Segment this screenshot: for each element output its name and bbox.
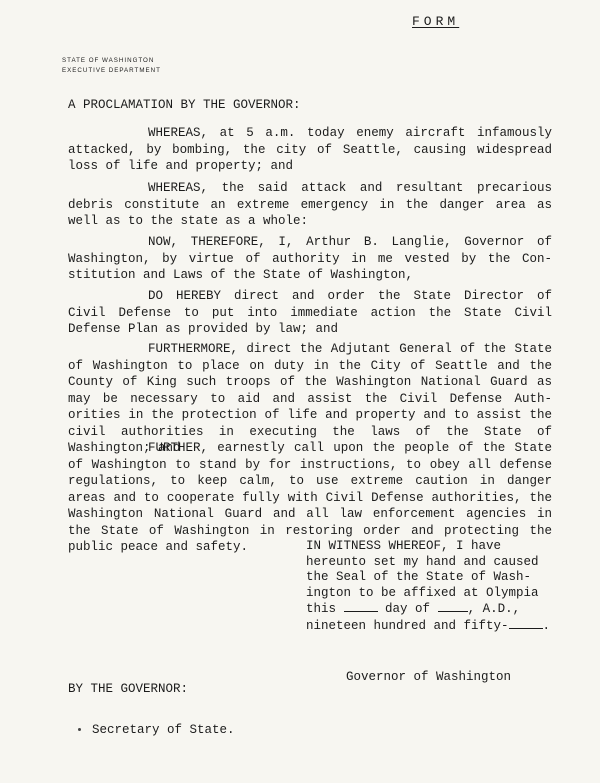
witness-line: hereunto set my hand and caused <box>306 554 539 569</box>
letterhead-department: EXECUTIVE DEPARTMENT <box>62 67 161 74</box>
secretary-of-state: Secretary of State. <box>92 723 235 737</box>
witness-year-line <box>306 618 566 635</box>
form-label: FORM <box>412 14 460 29</box>
paragraph-now-therefore: NOW, THEREFORE, I, Arthur B. Langlie, Governor of Washington, by virtue of authority in me vested by the Con-stitution and Laws of the State of Washington, <box>68 235 552 282</box>
witness-this: this <box>306 602 337 616</box>
witness-block <box>306 539 566 634</box>
witness-period: . <box>542 618 551 633</box>
paragraph-do-hereby: DO HEREBY direct and order the State Director of Civil Defense to put into immediate action the State Civil Defense Plan as provided by law; and <box>68 289 552 336</box>
witness-date-line <box>306 601 566 618</box>
paragraph-whereas-attack: WHEREAS, at 5 a.m. today enemy aircraft infamously attacked, by bombing, the city of Seattle, causing widespread loss of life and property; and <box>68 126 552 173</box>
witness-line: ington to be affixed at Olympia <box>306 585 539 600</box>
governor-signature-title: Governor of Washington <box>346 670 512 684</box>
month-blank <box>438 601 468 612</box>
witness-line: IN WITNESS WHEREOF, I have <box>306 539 502 553</box>
witness-line: the Seal of the State of Wash- <box>306 570 532 584</box>
day-blank <box>344 601 378 612</box>
witness-ad: , A.D., <box>467 602 521 616</box>
paragraph-furthermore: FURTHERMORE, direct the Adjutant General of the State of Washington to place on duty in the City of Seattle and the County of King such troops of the Washington National Guard as may be necessary to aid and assist the Civil Defense Auth-orities in the protection of life and property and to assist the civil authorities in executing the laws of the State of Washington; and <box>68 342 552 455</box>
ink-dot <box>78 728 81 731</box>
by-the-governor: BY THE GOVERNOR: <box>68 682 189 696</box>
letterhead-state: STATE OF WASHINGTON <box>62 57 155 64</box>
letterhead <box>62 56 161 76</box>
proclamation-heading: A PROCLAMATION BY THE GOVERNOR: <box>68 98 301 112</box>
paragraph-whereas-emergency: WHEREAS, the said attack and resultant precarious debris constitute an extreme emergency in the danger area as well as to the state as a whole: <box>68 181 552 228</box>
year-blank <box>509 618 543 629</box>
witness-year-text: nineteen hundred and fifty- <box>306 618 509 633</box>
witness-day-of: day of <box>385 602 431 616</box>
paragraph-further: FURTHER, earnestly call upon the people of the State of Washington to stand by for instructions, to obey all defense regulations, to keep calm, to use extreme caution in danger areas and to cooperate fully with Civil Defense authorities, the Washington National Guard and all law enforcement agencies in the State of Washington in restoring order and protecting the public peace and safety. <box>68 441 552 554</box>
